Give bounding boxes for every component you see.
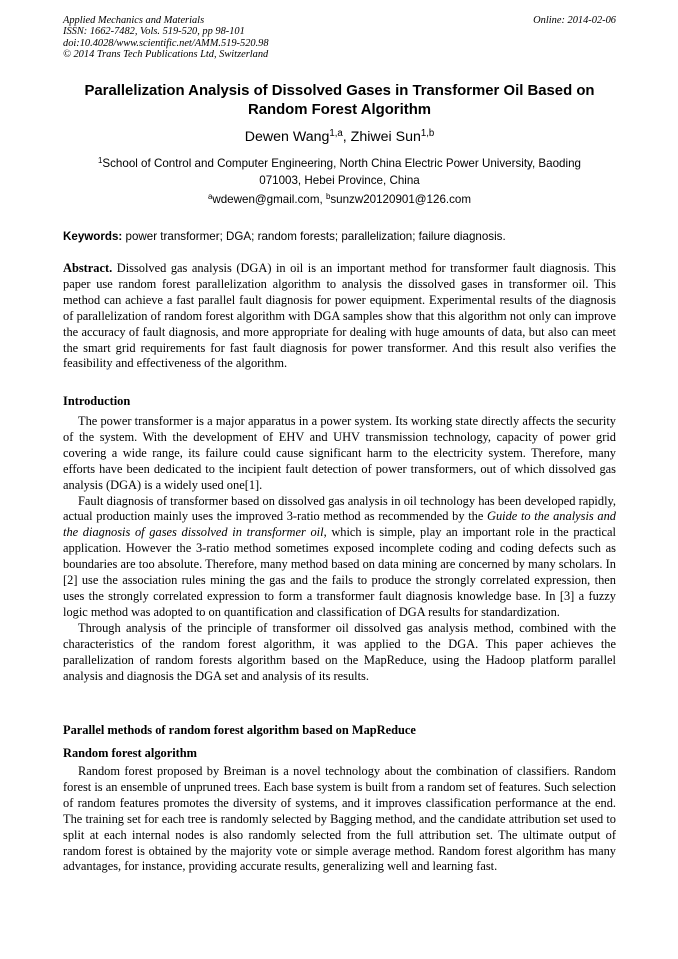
abstract-text: Dissolved gas analysis (DGA) in oil is an important method for transformer fault diagnosis. This paper use random forest parallelization algorithm to analysis the dissolved gases in transformer oil. This method can achieve a fast parallel fault diagnosis for power equipment. Experimental results of the diagnosis of parallelization of random forest algorithm with DGA samples show that this algorithm not only can improve the accuracy of fault diagnosis, and more appropriate for dealing with huge amounts of data, but also can meet the smart grid requirements for fast fault diagnosis for power transformer. And this result also verifies the feasibility and effectiveness of the algorithm.	[63, 261, 616, 371]
random-forest-body	[63, 764, 616, 875]
author-2-affil-mark: 1,b	[420, 128, 435, 140]
keywords-text: power transformer; DGA; random forests; parallelization; failure diagnosis.	[122, 230, 506, 243]
intro-paragraph-2	[63, 494, 616, 621]
random-forest-paragraph: Random forest proposed by Breiman is a novel technology about the combination of classifiers. Random forest is an ensemble of unpruned trees. Each base system is built from a random set of features. Such selection of random features promotes the diversity of systems, and it improves classification performance at the end. The training set for each tree is randomly selected by Bagging method, and the candidate attribution set used to split at each internal nodes is also randomly selected from the full attribution set. The ultimate output of random forest is obtained by the majority vote or simple average method. Random forest algorithm has many advantages, for instance, providing accurate results, generalizing well and learning fast.	[63, 764, 616, 874]
author-1-name: Dewen Wang	[244, 129, 330, 145]
journal-header	[63, 15, 616, 60]
keywords	[63, 229, 616, 244]
abstract	[63, 261, 616, 372]
author-separator: ,	[342, 129, 351, 145]
online-date: Online: 2014-02-06	[533, 15, 616, 26]
author-1-affil-mark: 1,a	[329, 128, 343, 140]
affiliation-line-1	[63, 156, 616, 173]
issn-line: ISSN: 1662-7482, Vols. 519-520, pp 98-101	[63, 26, 245, 38]
affiliation-line-2: 071003, Hebei Province, China	[259, 173, 420, 187]
copyright-line: © 2014 Trans Tech Publications Ltd, Switzerland	[63, 48, 269, 60]
title-line-2: Random Forest Algorithm	[247, 101, 432, 118]
doi-line: doi:10.4028/www.scientific.net/AMM.519-520.98	[63, 37, 269, 49]
email-b[interactable]: sunzw20120901@126.com	[330, 193, 472, 206]
author-list	[63, 128, 616, 146]
intro-p2-start: Fault diagnosis of transformer based on dissolved gas analysis in oil technology has been developed rapidly, actual production mainly uses the improved 3-ratio method as recommended by the	[63, 493, 616, 524]
intro-paragraph-1: The power transformer is a major apparatus in a power system. Its working state directly affects the security of the system. With the development of EHV and UHV transmission technology, capacity of power grid covering a wide range, its failure could cause significant harm to the electricity system. Therefore, many efforts have been dedicated to the incipient fault detection of power transformers, out of which dissolved gas analysis (DGA) is a widely used one[1].	[63, 414, 616, 492]
email-separator: ,	[319, 193, 326, 206]
section-2-heading: Parallel methods of random forest algorithm based on MapReduce	[63, 723, 416, 737]
random-forest-subheading: Random forest algorithm	[63, 746, 197, 760]
introduction-heading: Introduction	[63, 394, 131, 408]
author-2-name: Zhiwei Sun	[350, 129, 421, 145]
email-b-mark: b	[325, 192, 331, 202]
journal-name: Applied Mechanics and Materials	[63, 15, 205, 26]
abstract-label: Abstract.	[63, 261, 113, 275]
email-a-mark: a	[207, 192, 213, 202]
title-line-1: Parallelization Analysis of Dissolved Gases in Transformer Oil Based on	[84, 83, 595, 99]
intro-paragraph-3: Through analysis of the principle of transformer oil dissolved gas analysis method, combined with the characteristics of the random forest algorithm, it was applied to the DGA. This paper achieves the parallelization of random forests algorithm based on the MapReduce, using the Hadoop platform parallel analysis and diagnosis the DGA set and analysis of its results.	[63, 620, 616, 683]
affiliation-mark: 1	[98, 156, 103, 166]
email-line	[63, 192, 616, 208]
keywords-label: Keywords:	[63, 230, 123, 243]
paper-title	[63, 82, 616, 119]
affiliation	[63, 156, 616, 189]
affiliation-text-1: School of Control and Computer Engineering, North China Electric Power University, Baoding	[102, 157, 581, 170]
email-a[interactable]: wdewen@gmail.com	[212, 193, 320, 206]
intro-p2-end: , which is simple, play an important role in the practical application. However the 3-ratio method sometimes exposed incomplete coding and coding defects such as boundaries are too absolute. Therefore, many method based on data mining are concerned by many scholars. In [2] use the association rules mining the gas and the fails to produce the strongly correlated expression, then uses the strongly correlated expression to form a transformer fault diagnosis knowledge base. In [3] a fuzzy logic method was adopted to on quantification and classification of DGA results for standardization.	[63, 525, 616, 619]
guide-title: Guide to the analysis and the diagnosis of gases dissolved in transformer oil	[63, 509, 616, 540]
introduction-body	[63, 414, 616, 684]
